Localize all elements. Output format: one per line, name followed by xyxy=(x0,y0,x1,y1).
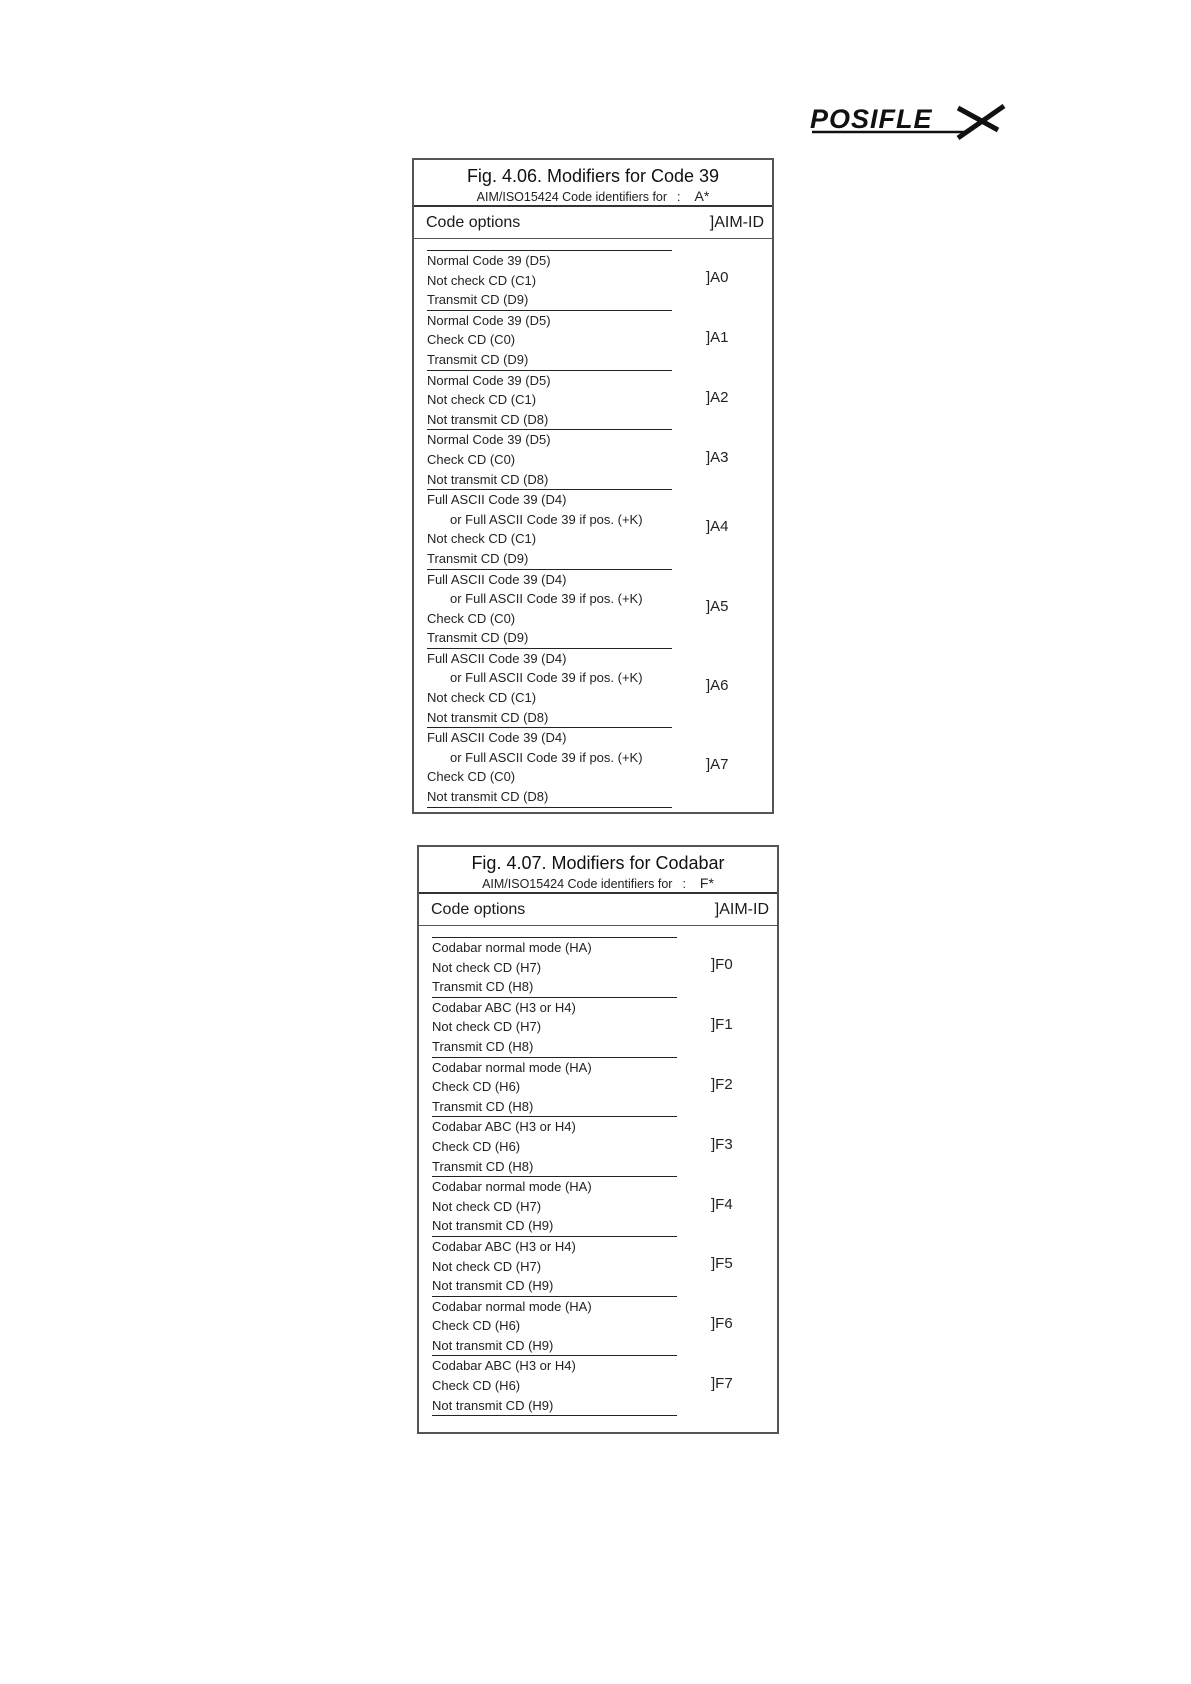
aim-id-value: ]F3 xyxy=(711,1135,733,1153)
column-aim-id: ]AIM-ID xyxy=(709,214,764,231)
option-line: Not transmit CD (D8) xyxy=(427,709,549,725)
column-header xyxy=(414,207,772,239)
option-group xyxy=(427,429,729,489)
option-line: Codabar ABC (H3 or H4) xyxy=(432,999,576,1015)
column-code-options: Code options xyxy=(431,901,526,918)
column-header xyxy=(419,894,777,926)
option-line: Check CD (C0) xyxy=(427,610,516,626)
svg-text:POSIFLE: POSIFLE xyxy=(810,104,933,134)
option-line: Not check CD (H7) xyxy=(432,959,542,975)
subtitle-colon: : xyxy=(682,877,686,891)
option-line: Transmit CD (H8) xyxy=(432,979,534,995)
option-line: Full ASCII Code 39 (D4) xyxy=(427,492,567,508)
option-line: Transmit CD (D9) xyxy=(427,351,529,367)
figure-subtitle xyxy=(414,188,772,205)
aim-id-value: ]A7 xyxy=(706,756,729,774)
option-line: Check CD (H6) xyxy=(432,1378,521,1394)
option-line: Transmit CD (D9) xyxy=(427,630,529,646)
figure-header xyxy=(419,847,777,894)
option-group xyxy=(432,1057,733,1117)
option-line: Check CD (H6) xyxy=(432,1138,521,1154)
option-line: Full ASCII Code 39 (D4) xyxy=(427,650,567,666)
option-line: Normal Code 39 (D5) xyxy=(427,372,551,388)
column-aim-id: ]AIM-ID xyxy=(714,901,769,918)
option-group xyxy=(432,997,733,1057)
option-line: Full ASCII Code 39 (D4) xyxy=(427,571,567,587)
option-groups xyxy=(432,937,772,1416)
option-group xyxy=(432,1176,733,1236)
option-group xyxy=(432,1116,733,1176)
option-line: Transmit CD (D9) xyxy=(427,292,529,308)
aim-id-value: ]A2 xyxy=(706,388,729,406)
option-line: Not transmit CD (H9) xyxy=(432,1337,554,1353)
option-line: Not transmit CD (D8) xyxy=(427,411,549,427)
option-line: or Full ASCII Code 39 if pos. (+K) xyxy=(450,670,643,686)
option-line: Transmit CD (D9) xyxy=(427,550,529,566)
option-line: Normal Code 39 (D5) xyxy=(427,432,551,448)
option-line: Check CD (C0) xyxy=(427,769,516,785)
option-line: or Full ASCII Code 39 if pos. (+K) xyxy=(450,749,643,765)
code-symbol: F* xyxy=(699,875,714,891)
option-line: Codabar normal mode (HA) xyxy=(432,940,592,955)
posiflex-logo xyxy=(808,104,1008,148)
option-group xyxy=(427,727,729,807)
option-line: Transmit CD (H8) xyxy=(432,1038,534,1054)
option-line: Normal Code 39 (D5) xyxy=(427,253,551,268)
option-line: Check CD (C0) xyxy=(427,332,516,348)
aim-id-value: ]F7 xyxy=(711,1374,733,1392)
figure-codabar-modifiers xyxy=(417,845,779,1434)
option-line: Normal Code 39 (D5) xyxy=(427,312,551,328)
aim-id-value: ]A5 xyxy=(706,597,729,615)
option-line: Not transmit CD (H9) xyxy=(432,1278,554,1294)
option-group xyxy=(427,569,729,648)
option-line: Not check CD (H7) xyxy=(432,1258,542,1274)
option-line: Not check CD (C1) xyxy=(427,690,537,706)
option-group xyxy=(427,648,729,727)
aim-id-value: ]F1 xyxy=(711,1016,733,1034)
figure-title: Fig. 4.06. Modifiers for Code 39 xyxy=(466,166,720,186)
aim-id-value: ]A1 xyxy=(706,329,729,347)
option-line: Full ASCII Code 39 (D4) xyxy=(427,730,567,746)
aim-id-value: ]A4 xyxy=(706,518,729,536)
code-symbol: A* xyxy=(694,188,710,204)
subtitle-colon: : xyxy=(677,190,681,204)
figure-subtitle xyxy=(419,875,777,892)
aim-id-value: ]F6 xyxy=(711,1315,733,1333)
column-code-options: Code options xyxy=(426,214,521,231)
option-line: Not transmit CD (D8) xyxy=(427,789,549,805)
option-line: Check CD (H6) xyxy=(432,1079,521,1095)
option-group xyxy=(427,310,729,370)
option-group xyxy=(427,370,729,430)
option-line: Codabar normal mode (HA) xyxy=(432,1059,592,1075)
option-line: Not check CD (C1) xyxy=(427,531,537,547)
option-line: Not check CD (H7) xyxy=(432,1198,542,1214)
aim-id-value: ]F5 xyxy=(711,1255,733,1273)
option-group xyxy=(427,250,729,310)
subtitle-label: AIM/ISO15424 Code identifiers for xyxy=(482,877,673,891)
option-group xyxy=(432,1296,733,1356)
aim-id-value: ]A0 xyxy=(706,269,729,287)
option-line: Not check CD (C1) xyxy=(427,392,537,408)
subtitle-label: AIM/ISO15424 Code identifiers for xyxy=(476,190,668,204)
figure-code39-modifiers xyxy=(412,158,774,814)
option-line: Transmit CD (H8) xyxy=(432,1098,534,1114)
option-line: Not transmit CD (H9) xyxy=(432,1397,554,1413)
option-line: Codabar normal mode (HA) xyxy=(432,1179,592,1195)
option-line: Not check CD (H7) xyxy=(432,1019,542,1035)
option-line: Codabar normal mode (HA) xyxy=(432,1298,592,1314)
aim-id-value: ]A3 xyxy=(706,448,729,466)
figure-header xyxy=(414,160,772,207)
option-group xyxy=(432,937,733,997)
aim-id-value: ]A6 xyxy=(706,677,729,695)
aim-id-value: ]F0 xyxy=(711,956,733,974)
option-line: Not transmit CD (H9) xyxy=(432,1218,554,1234)
option-line: Codabar ABC (H3 or H4) xyxy=(432,1119,576,1135)
option-group xyxy=(427,489,729,568)
option-line: Codabar ABC (H3 or H4) xyxy=(432,1238,576,1254)
option-groups xyxy=(427,250,767,808)
option-line: Transmit CD (H8) xyxy=(432,1158,534,1174)
option-line: Not check CD (C1) xyxy=(427,272,537,288)
aim-id-value: ]F2 xyxy=(711,1075,733,1093)
option-line: Check CD (C0) xyxy=(427,451,516,467)
aim-id-value: ]F4 xyxy=(711,1195,733,1213)
option-line: or Full ASCII Code 39 if pos. (+K) xyxy=(450,591,643,607)
option-line: Not transmit CD (D8) xyxy=(427,471,549,487)
figure-title: Fig. 4.07. Modifiers for Codabar xyxy=(471,853,725,873)
option-group xyxy=(432,1355,733,1416)
option-line: Codabar ABC (H3 or H4) xyxy=(432,1358,576,1374)
option-group xyxy=(432,1236,733,1296)
option-line: Check CD (H6) xyxy=(432,1318,521,1334)
option-line: or Full ASCII Code 39 if pos. (+K) xyxy=(450,511,643,527)
